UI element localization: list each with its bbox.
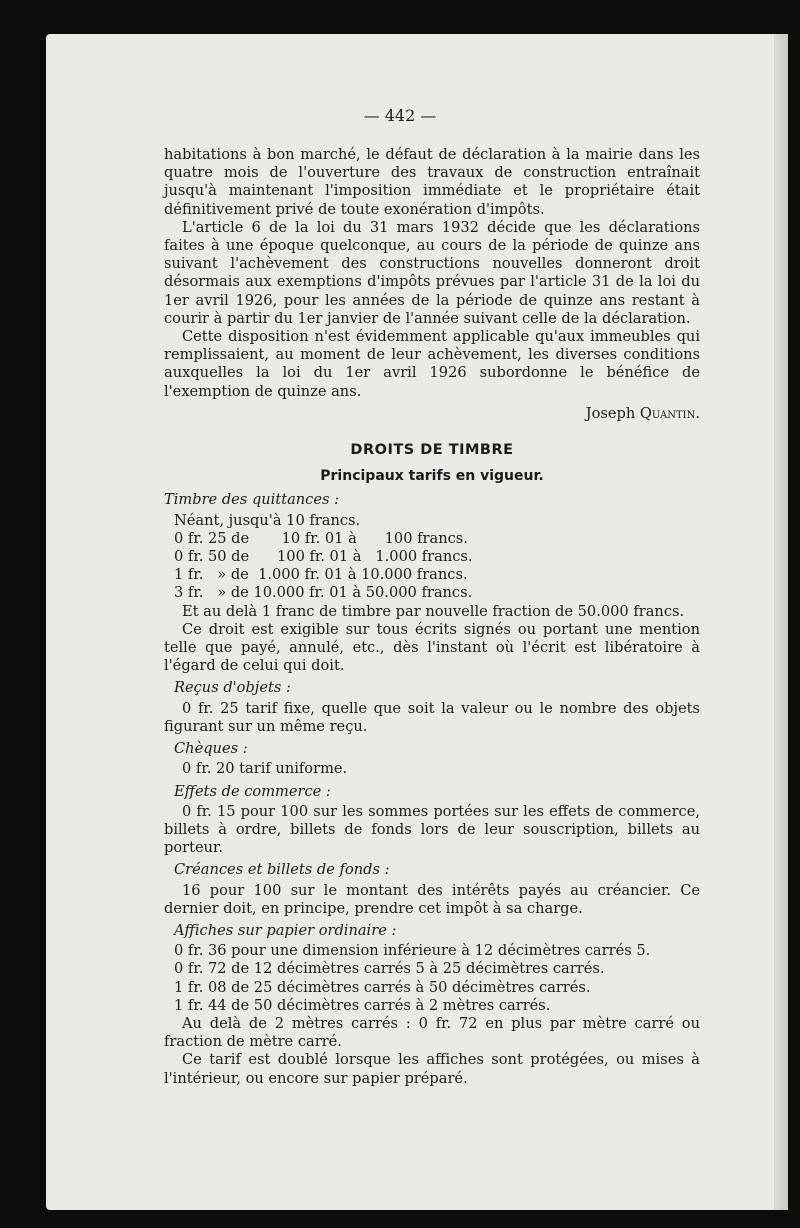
signature-last-name: Quantin. [639,404,700,422]
recus-text: 0 fr. 25 tarif fixe, quelle que soit la valeur ou le nombre des objets figurant sur un même reçu. [164,699,700,735]
creances-heading: Créances et billets de fonds : [174,861,390,879]
intro-paragraph-3: Cette disposition n'est évidemment applicable qu'aux immeubles qui remplissaient, au moment de leur achèvement, les diverses conditions auxquelles la loi du 1er avril 1926 subordonne le bénéfice de l'exemption de quinze ans. [164,328,700,400]
intro-paragraph-2: L'article 6 de la loi du 31 mars 1932 décide que les déclarations faites à une époque quelconque, au cours de la période de quinze ans suivant l'achèvement des constructions nouvelles donneront droit désormais aux exemptions d'impôts prévues par l'article 31 de la loi du 1er avril 1926, pour les années de la période de quinze ans restant à courir à partir du 1er janvier de l'année suivant celle de la déclaration. [164,218,700,327]
cheques-text: 0 fr. 20 tarif uniforme. [182,760,348,778]
affiches-beyond: Au delà de 2 mètres carrés : 0 fr. 72 en plus par mètre carré ou fraction de mètre carré. [164,1014,700,1051]
quittances-row: 0 fr. 50 de 100 fr. 01 à 1.000 francs. [174,548,473,566]
section-subtitle: Principaux tarifs en vigueur. [320,468,544,485]
quittances-note: Ce droit est exigible sur tous écrits signés ou portant une mention telle que payé, annulé, etc., dès l'instant où l'écrit est libératoire à l'égard de celui qui doit. [164,620,700,675]
quittances-after: Et au delà 1 franc de timbre par nouvelle fraction de 50.000 francs. [182,602,685,620]
affiches-doubled: Ce tarif est doublé lorsque les affiches sont protégées, ou mises à l'intérieur, ou encore sur papier préparé. [164,1051,700,1087]
page-number: — 442 — [363,106,437,125]
affiches-row: 1 fr. 44 de 50 décimètres carrés à 2 mètres carrés. [174,996,551,1014]
cheques-heading: Chèques : [174,740,248,758]
creances-text: 16 pour 100 sur le montant des intérêts payés au créancier. Ce dernier doit, en principe, prendre cet impôt à sa charge. [164,881,700,917]
signature [164,405,700,423]
affiches-row: 1 fr. 08 de 25 décimètres carrés à 50 décimètres carrés. [174,978,591,996]
recus-heading: Reçus d'objets : [174,679,291,697]
affiches-row: 0 fr. 72 de 12 décimètres carrés 5 à 25 décimètres carrés. [174,960,605,978]
affiches-heading: Affiches sur papier ordinaire : [174,921,397,939]
effets-heading: Effets de commerce : [174,782,331,800]
intro-paragraph-1: habitations à bon marché, le défaut de déclaration à la mairie dans les quatre mois de l'ouverture des travaux de construction entraînait jusqu'à maintenant l'imposition immédiate et le propriétaire était définitivement privé de toute exonération d'impôts. [164,146,700,218]
quittances-row: Néant, jusqu'à 10 francs. [174,511,361,529]
signature-first-name: Joseph [585,404,636,422]
quittances-heading: Timbre des quittances : [164,491,340,509]
section-title: DROITS DE TIMBRE [350,442,514,459]
quittances-row: 1 fr. » de 1.000 fr. 01 à 10.000 francs. [174,566,468,584]
page-edge [774,34,788,1210]
document-body [164,146,700,1088]
effets-text: 0 fr. 15 pour 100 sur les sommes portées sur les effets de commerce, billets à ordre, billets de fonds lors de leur souscription, billets au porteur. [164,802,700,857]
affiches-row: 0 fr. 36 pour une dimension inférieure à 12 décimètres carrés 5. [174,942,651,960]
quittances-row: 3 fr. » de 10.000 fr. 01 à 50.000 francs. [174,584,473,602]
quittances-row: 0 fr. 25 de 10 fr. 01 à 100 francs. [174,529,468,547]
